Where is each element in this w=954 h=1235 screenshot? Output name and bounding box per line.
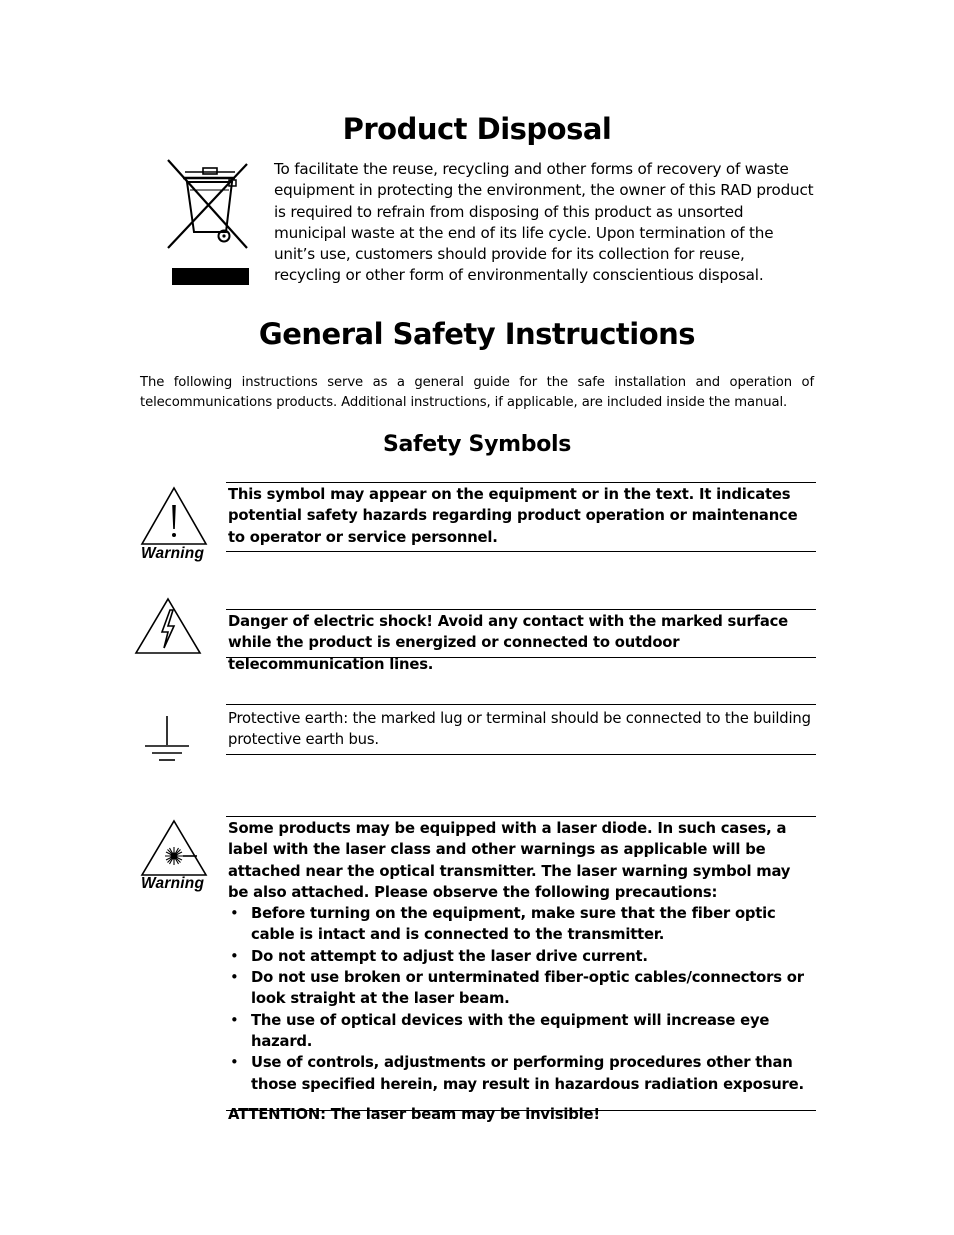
- product-disposal-title: Product Disposal: [342, 112, 612, 146]
- list-item: • Before turning on the equipment, make sure that the fiber optic cable is intact and is connected to the transmitter.: [228, 903, 814, 946]
- exclamation-triangle-icon: [139, 485, 209, 547]
- laser-warning-label: Warning: [141, 875, 205, 892]
- divider: [226, 1110, 816, 1111]
- safety-symbols-title: Safety Symbols: [382, 432, 572, 457]
- divider: [226, 704, 816, 705]
- laser-section: [228, 818, 814, 1125]
- general-safety-intro: The following instructions serve as a general guide for the safe installation and operation of telecommunications products. Additional instructions, if applicable, are included inside the manual.: [140, 375, 814, 410]
- lightning-triangle-icon: [133, 596, 203, 656]
- laser-intro-text: Some products may be equipped with a laser diode. In such cases, a label with the laser class and other warnings as applicable will be attached near the optical transmitter. The laser warning symbol may be also attached. Please observe the following precautions:: [228, 820, 791, 901]
- warning-symbol-text: This symbol may appear on the equipment or in the text. It indicates potential safety hazards regarding product operation or maintenance to operator or service personnel.: [228, 486, 798, 546]
- ground-symbol-icon: [143, 715, 191, 765]
- general-safety-title: General Safety Instructions: [258, 317, 696, 351]
- divider: [226, 657, 816, 658]
- electric-shock-text: Danger of electric shock! Avoid any contact with the marked surface while the product is energized or connected to outdoor telecommunication lines.: [228, 613, 789, 673]
- laser-triangle-icon: [139, 818, 209, 878]
- list-item: • Do not use broken or unterminated fiber-optic cables/connectors or look straight at the laser beam.: [228, 967, 814, 1010]
- crossed-out-wheeled-bin-icon: [165, 158, 253, 288]
- divider: [226, 551, 816, 552]
- list-item: • Use of controls, adjustments or performing procedures other than those specified herein, may result in hazardous radiation exposure.: [228, 1052, 814, 1095]
- divider: [226, 816, 816, 817]
- protective-earth-text: Protective earth: the marked lug or terminal should be connected to the building protective earth bus.: [228, 710, 811, 749]
- divider: [226, 482, 816, 483]
- list-item: • The use of optical devices with the equipment will increase eye hazard.: [228, 1010, 814, 1053]
- precautions-list: [228, 903, 814, 1095]
- warning-label: Warning: [141, 545, 205, 562]
- list-item: • Do not attempt to adjust the laser drive current.: [228, 946, 814, 967]
- attention-text: ATTENTION: The laser beam may be invisible!: [228, 1105, 600, 1123]
- divider: [226, 754, 816, 755]
- divider: [226, 609, 816, 610]
- product-disposal-body: To facilitate the reuse, recycling and other forms of recovery of waste equipment in protecting the environment, the owner of this RAD product is required to refrain from disposing of this product as unsorted municipal waste at the end of its life cycle. Upon termination of the unit’s use, customers should provide for its collection for reuse, recycling or other form of environmentally conscientious disposal.: [274, 160, 814, 285]
